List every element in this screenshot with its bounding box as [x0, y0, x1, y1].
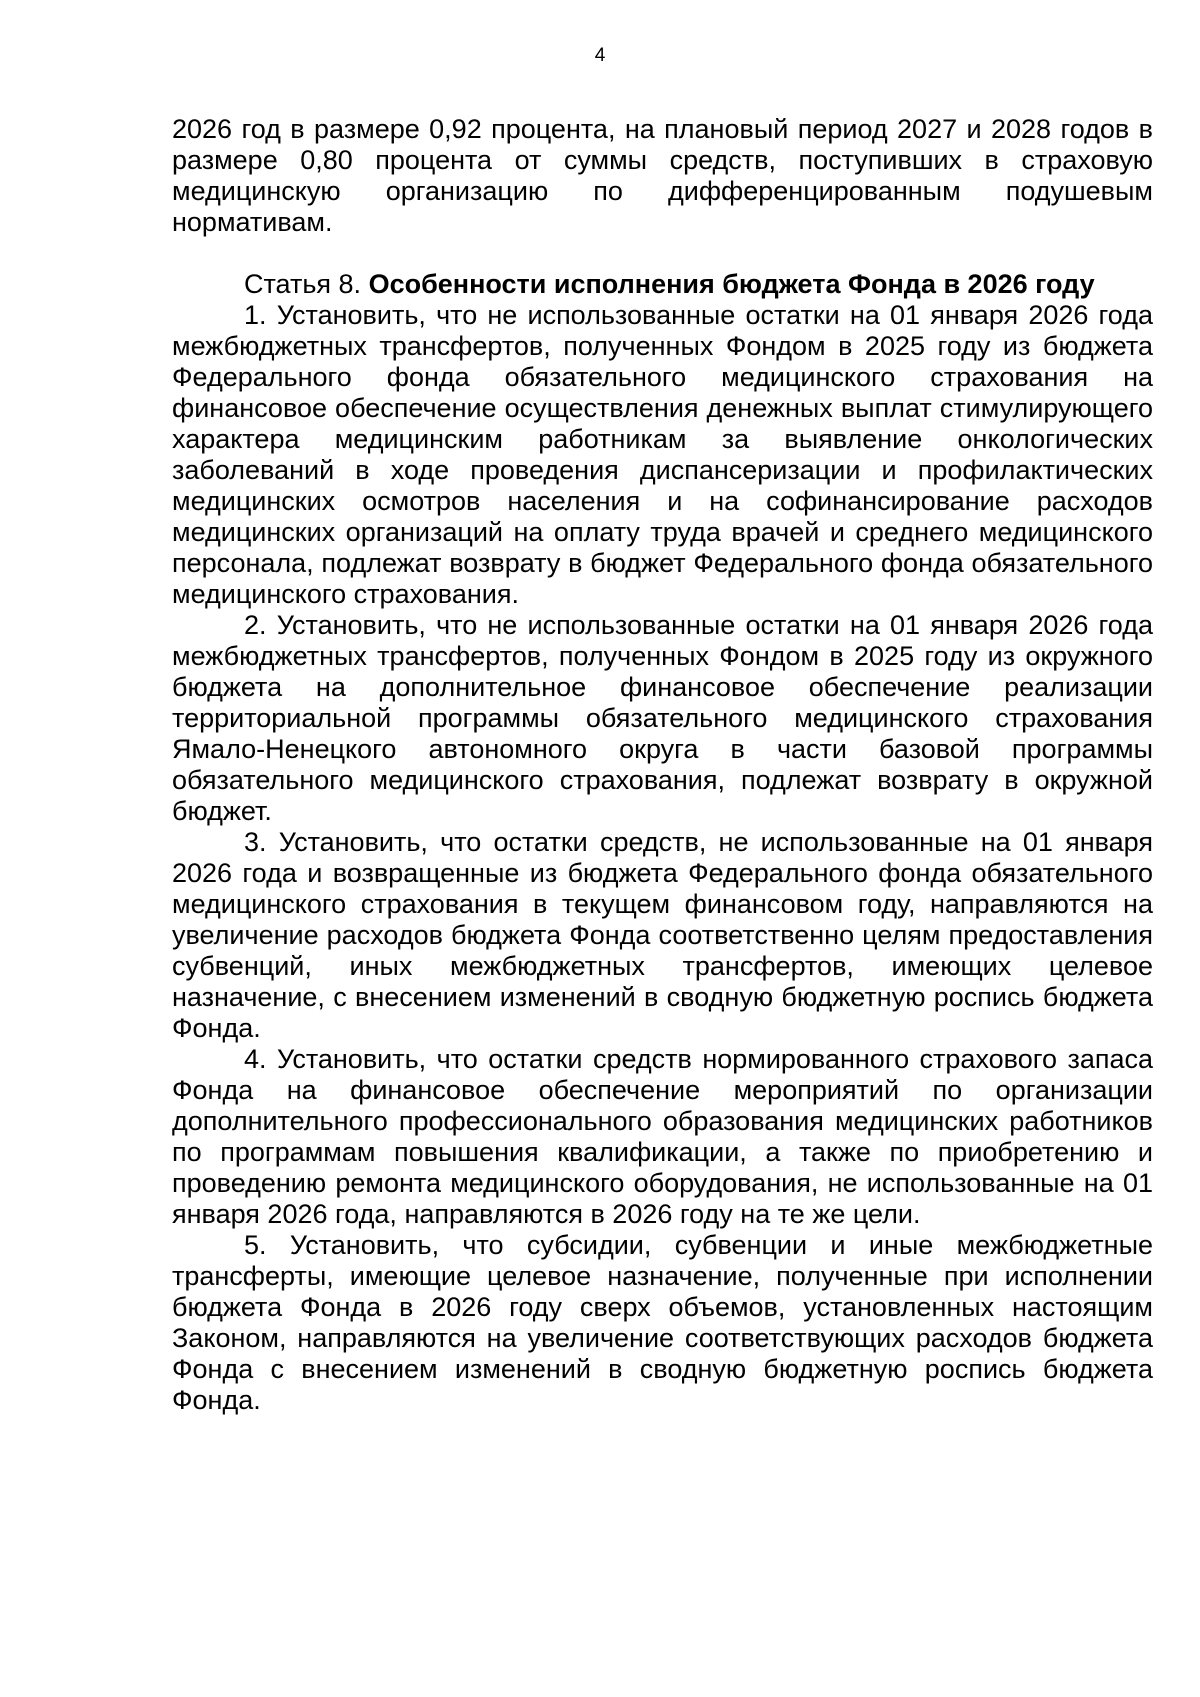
article-label: Статья 8.	[244, 269, 362, 299]
page-number: 4	[594, 45, 606, 66]
document-body	[172, 114, 1153, 1416]
paragraph-4: 4. Установить, что остатки средств нормированного страхового запаса Фонда на финансовое обеспечение мероприятий по организации дополнительного профессионального образования медицинских работников по программам повышения квалификации, а также по приобретению и проведению ремонта медицинского оборудования, не использованные на 01 января 2026 года, направляются в 2026 году на те же цели.	[172, 1044, 1153, 1229]
paragraph-5: 5. Установить, что субсидии, субвенции и иные межбюджетные трансферты, имеющие целевое назначение, полученные при исполнении бюджета Фонда в 2026 году сверх объемов, установленных настоящим Законом, направляются на увеличение соответствующих расходов бюджета Фонда с внесением изменений в сводную бюджетную роспись бюджета Фонда.	[172, 1230, 1153, 1415]
article-title: Особенности исполнения бюджета Фонда в 2026 году	[368, 269, 1095, 299]
paragraph-3: 3. Установить, что остатки средств, не использованные на 01 января 2026 года и возвращенные из бюджета Федерального фонда обязательного медицинского страхования в текущем финансовом году, направляются на увеличение расходов бюджета Фонда соответственно целям предоставления субвенций, иных межбюджетных трансфертов, имеющих целевое назначение, с внесением изменений в сводную бюджетную роспись бюджета Фонда.	[172, 827, 1153, 1043]
paragraph-2: 2. Установить, что не использованные остатки на 01 января 2026 года межбюджетных трансфертов, полученных Фондом в 2025 году из окружного бюджета на дополнительное финансовое обеспечение реализации территориальной программы обязательного медицинского страхования Ямало-Ненецкого автономного округа в части базовой программы обязательного медицинского страхования, подлежат возврату в окружной бюджет.	[172, 610, 1153, 826]
continuation-paragraph: 2026 год в размере 0,92 процента, на плановый период 2027 и 2028 годов в размере 0,80 процента от суммы средств, поступивших в страховую медицинскую организацию по дифференцированным подушевым нормативам.	[172, 114, 1153, 237]
article-heading	[172, 269, 1153, 300]
paragraph-1: 1. Установить, что не использованные остатки на 01 января 2026 года межбюджетных трансфертов, полученных Фондом в 2025 году из бюджета Федерального фонда обязательного медицинского страхования на финансовое обеспечение осуществления денежных выплат стимулирующего характера медицинским работникам за выявление онкологических заболеваний в ходе проведения диспансеризации и профилактических медицинских осмотров населения и на софинансирование расходов медицинских организаций на оплату труда врачей и среднего медицинского персонала, подлежат возврату в бюджет Федерального фонда обязательного медицинского страхования.	[172, 300, 1153, 609]
